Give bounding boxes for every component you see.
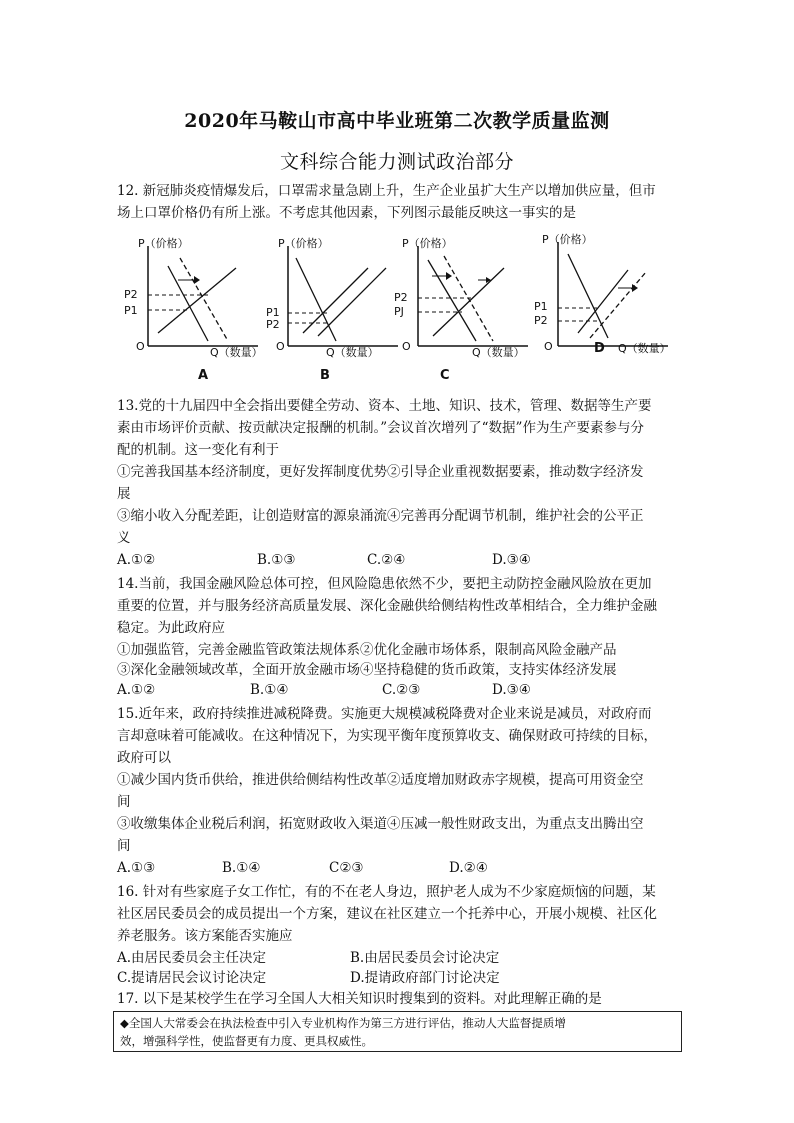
chart-c-origin: O — [402, 340, 411, 353]
chart-d-p-upper: P1 — [534, 300, 548, 313]
q13-option-a: A.①② — [117, 552, 156, 568]
q13-option-c: C.②④ — [367, 552, 406, 568]
q14-option-d: D.③④ — [492, 682, 531, 698]
chart-c — [388, 228, 528, 388]
q16-option-d: D.提请政府部门讨论决定 — [350, 970, 500, 986]
chart-c-y-label: P（价格） — [402, 237, 453, 250]
q13-stem-line2: 素由市场评价贡献、按贡献决定报酬的机制。”会议首次增列了“数据”作为生产要素参与分 — [117, 420, 644, 436]
q15-option-b: B.①④ — [222, 860, 261, 876]
q13-stem-line3: 配的机制。这一变化有利于 — [117, 442, 279, 458]
q15-stem-line1: 15.近年来，政府持续推进减税降费。实施更大规模减税降费对企业来说是减员，对政府而 — [117, 706, 652, 722]
chart-b — [258, 228, 398, 388]
q15-option-a: A.①③ — [117, 860, 156, 876]
chart-c-p-lower: PJ — [394, 305, 404, 318]
q15-statement-3-4: ③收缴集体企业税后利润，拓宽财政收入渠道④压减一般性财政支出，为重点支出腾出空 — [117, 816, 644, 832]
chart-b-p-upper: P1 — [266, 306, 280, 319]
q16-option-c: C.提请居民会议讨论决定 — [117, 970, 267, 986]
chart-d-origin: O — [544, 340, 553, 353]
q12-stem-line2: 场上口罩价格仍有所上涨。不考虑其他因素，下列图示最能反映这一事实的是 — [117, 205, 576, 221]
chart-d-letter: D — [594, 341, 605, 356]
q15-statement-1-2: ①减少国内货币供给，推进供给侧结构性改革②适度增加财政赤字规模，提高可用资金空 — [117, 772, 644, 788]
chart-b-x-label: Q（数量） — [326, 346, 379, 359]
q16-option-a: A.由居民委员会主任决定 — [117, 950, 267, 966]
q12-charts — [118, 228, 678, 388]
q13-statement-3-4: ③缩小收入分配差距，让创造财富的源泉涌流④完善再分配调节机制，维护社会的公平正 — [117, 508, 644, 524]
q13-option-b: B.①③ — [257, 552, 296, 568]
q13-option-d: D.③④ — [492, 552, 531, 568]
q16-stem-line2: 社区居民委员会的成员提出一个方案，建议在社区建立一个托养中心，开展小规模、社区化 — [117, 906, 657, 922]
q17-material-line2: 效，增强科学性，使监督更有力度、更具权威性。 — [120, 1034, 373, 1048]
q15-statement-1-2-cont: 间 — [117, 794, 131, 810]
chart-a-graphic — [118, 228, 258, 388]
q13-stem-line1: 13.党的十九届四中全会指出要健全劳动、资本、土地、知识、技术，管理、数据等生产要 — [117, 398, 652, 414]
page-subtitle: 文科综合能力测试政治部分 — [279, 151, 514, 173]
q14-option-b: B.①④ — [250, 682, 289, 698]
q15-option-d: D.②④ — [449, 860, 488, 876]
chart-d — [528, 228, 671, 388]
q13-statement-1-2: ①完善我国基本经济制度，更好发挥制度优势②引导企业重视数据要素，推动数字经济发 — [117, 464, 644, 480]
chart-b-origin: O — [276, 340, 285, 353]
chart-b-y-label: P（价格） — [278, 237, 329, 250]
q15-stem-line2: 言却意味着可能减收。在这种情况下，为实现平衡年度预算收支、确保财政可持续的目标， — [117, 728, 657, 744]
q16-stem-line1: 16. 针对有些家庭子女工作忙，有的不在老人身边，照护老人成为不少家庭烦恼的问题，某 — [117, 884, 656, 900]
q15-option-c: C②③ — [329, 860, 364, 876]
chart-d-p-lower: P2 — [534, 314, 548, 327]
q15-stem-line3: 政府可以 — [117, 750, 171, 766]
q12-stem-line1: 12. 新冠肺炎疫情爆发后，口罩需求量急剧上升，生产企业虽扩大生产以增加供应量，但市 — [117, 183, 656, 199]
chart-a-p-lower: P1 — [124, 304, 138, 317]
q17-stem-line1: 17. 以下是某校学生在学习全国人大相关知识时搜集到的资料。对此理解正确的是 — [117, 991, 602, 1007]
q16-option-b: B.由居民委员会讨论决定 — [350, 950, 500, 966]
chart-a-origin: O — [136, 340, 145, 353]
q15-statement-3-4-cont: 间 — [117, 838, 131, 854]
q17-material-box — [113, 1011, 682, 1052]
q17-material-line1: ◆全国人大常委会在执法检查中引入专业机构作为第三方进行评估，推动人大监督提质增 — [120, 1016, 566, 1030]
chart-a-letter: A — [198, 368, 209, 383]
chart-c-graphic — [388, 228, 528, 388]
q14-option-a: A.①② — [117, 682, 156, 698]
q14-stem-line3: 稳定。为此政府应 — [117, 620, 225, 636]
q13-statement-1-2-cont: 展 — [117, 486, 131, 502]
q14-statement-3-4: ③深化金融领域改革，全面开放金融市场④坚持稳健的货币政策，支持实体经济发展 — [117, 662, 617, 678]
q14-stem-line1: 14.当前，我国金融风险总体可控，但风险隐患依然不少，要把主动防控金融风险放在更加 — [117, 576, 652, 592]
chart-b-letter: B — [320, 368, 330, 383]
q13-statement-3-4-cont: 义 — [117, 530, 131, 546]
chart-a-y-label: P（价格） — [138, 237, 189, 250]
chart-d-graphic — [528, 228, 668, 388]
chart-a — [118, 228, 263, 388]
q16-stem-line3: 养老服务。该方案能否实施应 — [117, 928, 293, 944]
chart-c-p-upper: P2 — [394, 291, 408, 304]
chart-c-letter: C — [440, 368, 450, 383]
chart-a-x-label: Q（数量） — [210, 346, 263, 359]
q14-stem-line2: 重要的位置，并与服务经济高质量发展、深化金融供给侧结构性改革相结合，全力维护金融 — [117, 598, 657, 614]
page-title: 2020年马鞍山市高中毕业班第二次教学质量监测 — [184, 110, 610, 132]
chart-b-p-lower: P2 — [266, 318, 280, 331]
chart-a-p-upper: P2 — [124, 288, 138, 301]
chart-d-x-label: Q（数量） — [618, 342, 671, 355]
q14-option-c: C.②③ — [382, 682, 421, 698]
chart-c-x-label: Q（数量） — [472, 346, 525, 359]
chart-d-y-label: P（价格） — [542, 233, 593, 246]
q14-statement-1-2: ①加强监管，完善金融监管政策法规体系②优化金融市场体系，限制高风险金融产品 — [117, 642, 617, 658]
